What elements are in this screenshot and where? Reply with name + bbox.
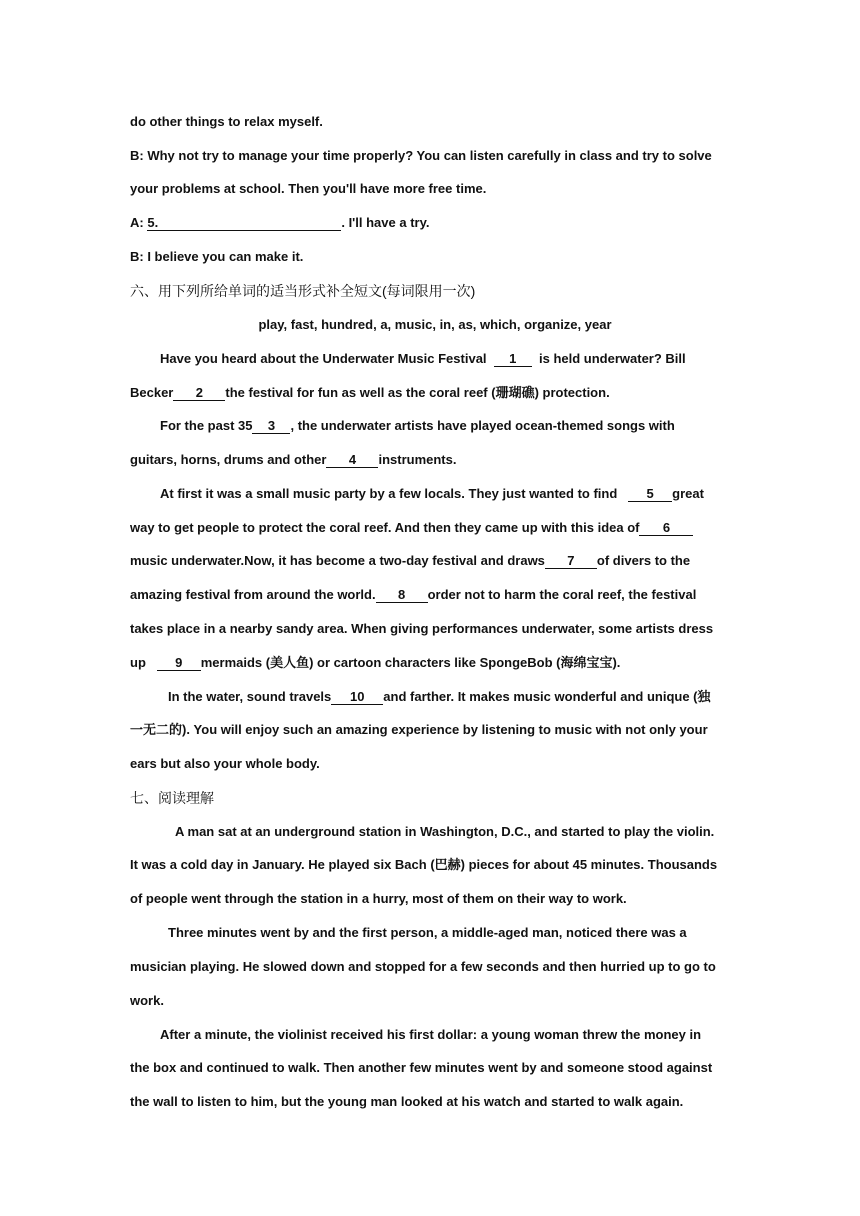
passage-line xyxy=(130,520,730,536)
passage-text: At first it was a small music party by a few locals. They just wanted to find xyxy=(160,486,618,501)
passage-text: of divers to the xyxy=(596,553,691,568)
dialogue-line: do other things to relax myself. xyxy=(130,114,323,129)
passage-line xyxy=(160,418,760,434)
passage-line xyxy=(130,385,730,401)
dialogue-line: your problems at school. Then you'll have more free time. xyxy=(130,181,487,196)
reading-line: the box and continued to walk. Then another few minutes went by and someone stood against xyxy=(130,1060,713,1075)
answer-blank-5[interactable]: 5. xyxy=(147,216,341,231)
passage-text: In the water, sound travels xyxy=(168,689,332,704)
passage-text: is held underwater? Bill xyxy=(539,351,686,366)
reading-line: It was a cold day in January. He played six Bach (巴赫) pieces for about 45 minutes. Thousands xyxy=(130,857,718,872)
passage-text: way to get people to protect the coral reef. And then they came up with this idea of xyxy=(130,520,640,535)
answer-blank-6[interactable]: 6 xyxy=(639,521,693,536)
reading-line: musician playing. He slowed down and stopped for a few seconds and then hurried up to go to xyxy=(130,959,716,974)
dialogue-line: B: I believe you can make it. xyxy=(130,249,304,264)
passage-text: mermaids (美人鱼) or cartoon characters like SpongeBob (海绵宝宝). xyxy=(200,655,621,670)
reading-line: of people went through the station in a hurry, most of them on their way to work. xyxy=(130,891,627,906)
passage-text: music underwater.Now, it has become a two-day festival and draws xyxy=(130,553,545,568)
word-bank: play, fast, hundred, a, music, in, as, which, organize, year xyxy=(258,317,612,332)
passage-line: ears but also your whole body. xyxy=(130,756,320,771)
passage-line: 一无二的). You will enjoy such an amazing experience by listening to music with not only your xyxy=(130,722,708,737)
reading-line: the wall to listen to him, but the young man looked at his watch and started to walk again. xyxy=(130,1094,684,1109)
section-heading-6: 六、用下列所给单词的适当形式补全短文(每词限用一次) xyxy=(130,283,476,299)
passage-text: , the underwater artists have played ocean-themed songs with xyxy=(290,418,675,433)
answer-blank-3[interactable]: 3 xyxy=(252,419,290,434)
answer-blank-4[interactable]: 4 xyxy=(326,453,378,468)
answer-blank-9[interactable]: 9 xyxy=(157,656,201,671)
passage-line xyxy=(168,689,768,705)
passage-line xyxy=(160,486,760,502)
reading-line: A man sat at an underground station in Washington, D.C., and started to play the violin. xyxy=(175,824,715,839)
passage-line xyxy=(130,452,730,468)
dialogue-line: B: Why not try to manage your time properly? You can listen carefully in class and try to solve xyxy=(130,148,712,163)
answer-blank-5-passage[interactable]: 5 xyxy=(628,487,672,502)
passage-text: instruments. xyxy=(378,452,457,467)
passage-text: amazing festival from around the world. xyxy=(130,587,376,602)
speaker-label: A: xyxy=(130,215,148,230)
passage-line xyxy=(130,553,730,569)
passage-text: For the past 35 xyxy=(160,418,253,433)
reading-line: Three minutes went by and the first person, a middle-aged man, noticed there was a xyxy=(168,925,687,940)
passage-text: guitars, horns, drums and other xyxy=(130,452,327,467)
passage-text: Have you heard about the Underwater Music Festival xyxy=(160,351,487,366)
passage-text: up xyxy=(130,655,146,670)
passage-text: and farther. It makes music wonderful and unique (独 xyxy=(383,689,711,704)
passage-text: Becker xyxy=(130,385,174,400)
passage-text: the festival for fun as well as the coral reef (珊瑚礁) protection. xyxy=(225,385,610,400)
reading-line: After a minute, the violinist received his first dollar: a young woman threw the money in xyxy=(160,1027,702,1042)
passage-line xyxy=(130,655,730,671)
answer-blank-8[interactable]: 8 xyxy=(376,588,428,603)
section-heading-7: 七、阅读理解 xyxy=(130,790,214,806)
passage-line: takes place in a nearby sandy area. When giving performances underwater, some artists dress xyxy=(130,621,714,636)
dialogue-text: . I'll have a try. xyxy=(341,215,430,230)
passage-line xyxy=(160,351,760,367)
dialogue-line-with-blank xyxy=(130,215,730,231)
passage-line xyxy=(130,587,730,603)
answer-blank-1[interactable]: 1 xyxy=(494,352,532,367)
answer-blank-7[interactable]: 7 xyxy=(545,554,597,569)
answer-blank-10[interactable]: 10 xyxy=(331,690,383,705)
answer-blank-2[interactable]: 2 xyxy=(173,386,225,401)
passage-text: great xyxy=(672,486,704,501)
reading-line: work. xyxy=(130,993,164,1008)
passage-text: order not to harm the coral reef, the festival xyxy=(427,587,697,602)
